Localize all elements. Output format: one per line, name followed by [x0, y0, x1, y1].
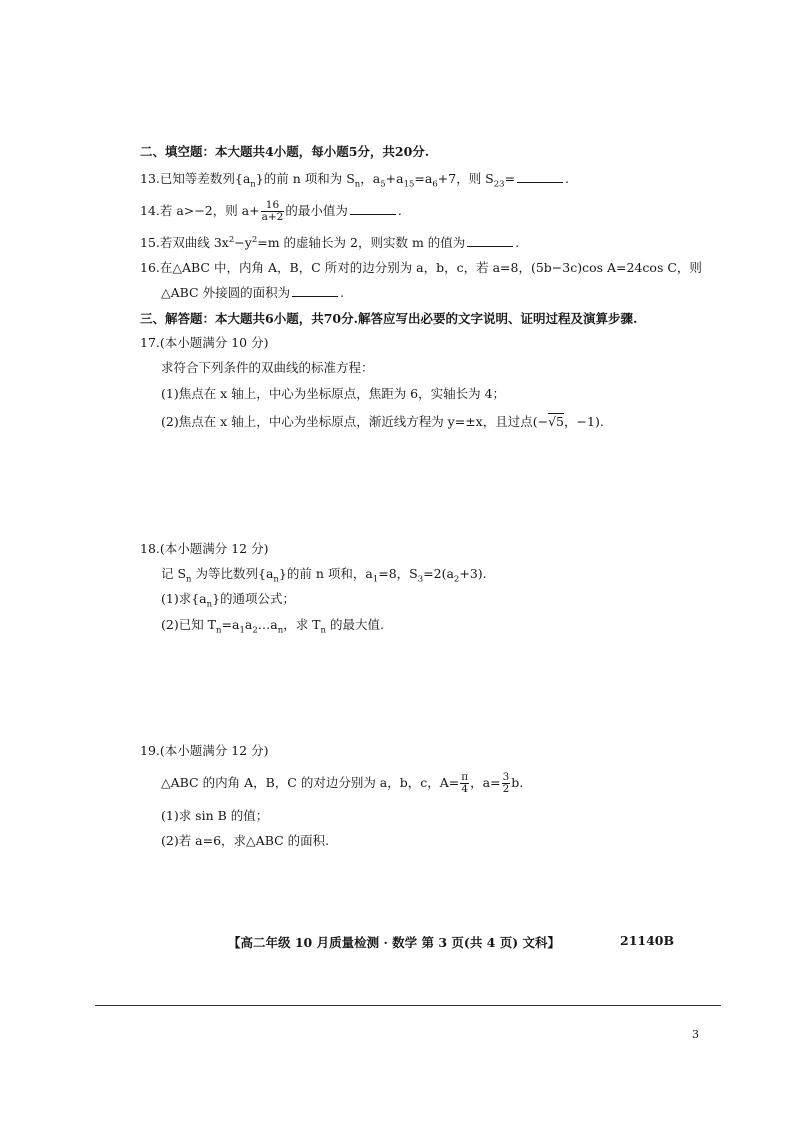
fraction-3-over-2: $\frac{3}{2}$ [502, 771, 510, 795]
question-19-title: 19.(本小题满分 12 分) [140, 743, 269, 758]
page-number: 3 [692, 1028, 699, 1041]
question-16-line1: 16.在△ABC 中，内角 A，B，C 所对的边分别为 a，b，c，若 a=8，(5b−3c)cos A=24cos C，则 [140, 260, 702, 275]
question-17-part1: (1)焦点在 x 轴上，中心为坐标原点，焦距为 6，实轴长为 4； [161, 386, 506, 401]
question-14: 14.若 a>−2，则 a+ $\frac{16}{a+2}$ 的最小值为 . [140, 199, 402, 223]
question-18-title: 18.(本小题满分 12 分) [140, 541, 269, 556]
section2-heading: 二、填空题：本大题共4小题，每小题5分，共20分. [140, 144, 430, 159]
question-17-title: 17.(本小题满分 10 分) [140, 335, 269, 350]
exam-code: 21140B [620, 933, 675, 948]
divider-line [95, 1005, 721, 1006]
question-19-part1: (1)求 sin B 的值； [161, 808, 269, 823]
question-19-part2: (2)若 a=6，求△ABC 的面积. [161, 833, 330, 848]
fraction-pi-over-4: $\frac{\pi}{4}$ [461, 771, 469, 795]
question-15: 15.若双曲线 $3x^2-y^2=m$ 的虚轴长为 2，则实数 m 的值为 . [140, 234, 520, 250]
page-footer: 【高二年级 10 月质量检测 · 数学 第 3 页(共 4 页) 文科】 [228, 935, 560, 950]
answer-blank-14[interactable] [350, 203, 396, 215]
question-13: 13.已知等差数列$\{a_n\}$的前 n 项和为 $S_n$，$a_5+a_{15}=a_6+7$，则 $S_{23}=$ . [140, 171, 570, 190]
question-16-line2: △ABC 外接圆的面积为 . [161, 285, 345, 300]
fraction-16-over-a-plus-2: $\frac{16}{a+2}$ [261, 199, 284, 223]
answer-blank-16[interactable] [292, 285, 338, 297]
question-17-intro: 求符合下列条件的双曲线的标准方程： [161, 360, 374, 375]
question-17-part2: (2)焦点在 x 轴上，中心为坐标原点，渐近线方程为 y=±x，且过点(−√5，−1). [161, 414, 604, 429]
question-18-intro: 记 $S_n$ 为等比数列$\{a_n\}$的前 n 项和，$a_1=8$，$S_3=2(a_2+3)$. [161, 566, 487, 585]
sqrt-5: √5 [548, 414, 565, 429]
section3-heading: 三、解答题：本大题共6小题，共70分.解答应写出必要的文字说明、证明过程及演算步骤. [140, 311, 638, 326]
question-18-part2: (2)已知 $T_n=a_1a_2\dots a_n$，求 $T_n$ 的最大值. [161, 617, 384, 636]
question-18-part1: (1)求$\{a_n\}$的通项公式； [161, 591, 296, 610]
answer-blank-15[interactable] [467, 235, 513, 247]
answer-blank-13[interactable] [517, 171, 563, 183]
question-19-intro: △ABC 的内角 A，B，C 的对边分别为 a，b，c，A= $\frac{\pi}{4}$ ，a= $\frac{3}{2}$ b. [161, 771, 524, 795]
